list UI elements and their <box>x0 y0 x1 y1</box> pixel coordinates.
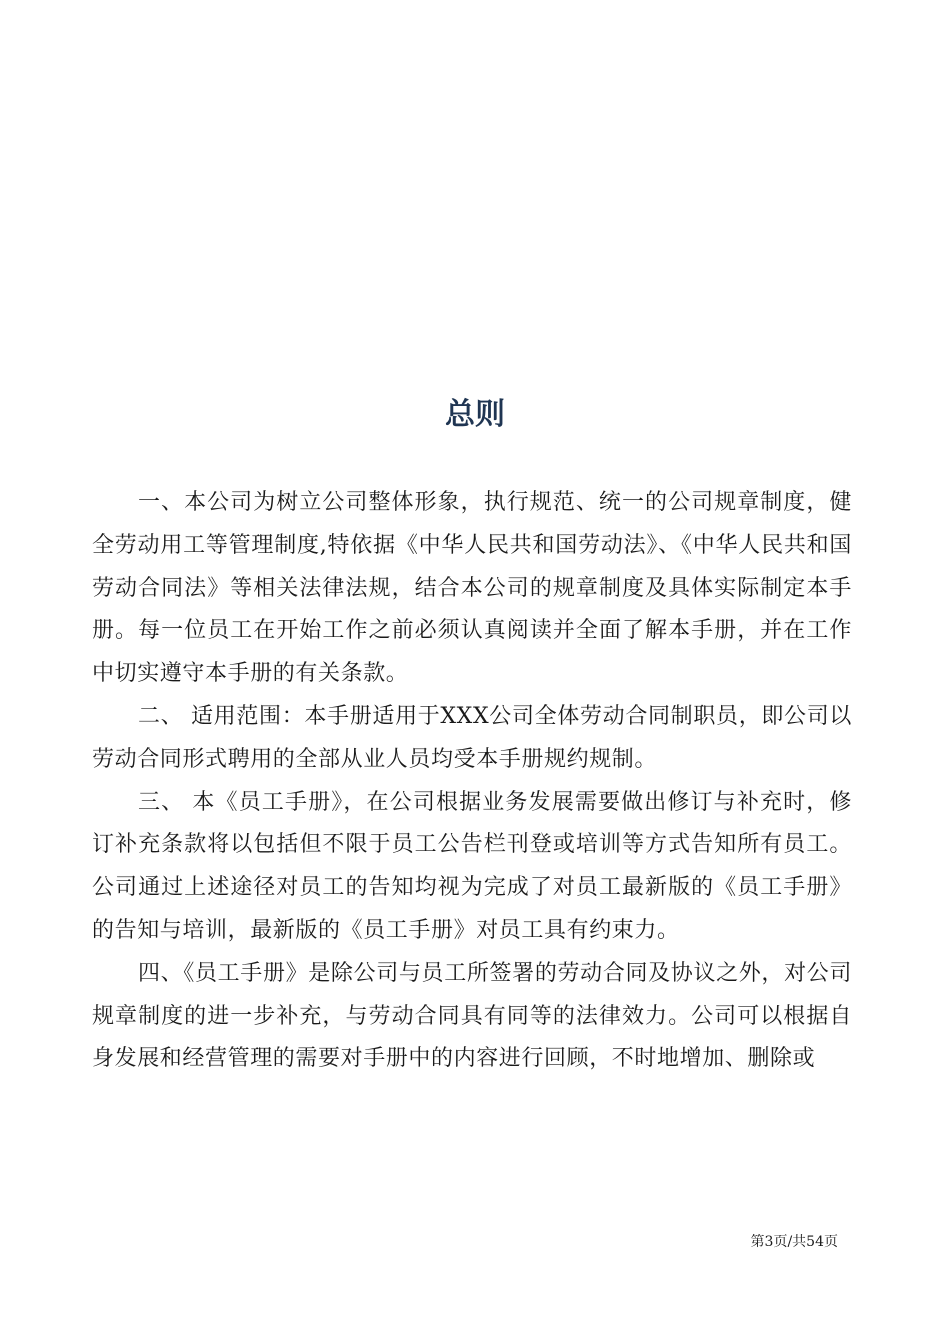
paragraph-2: 二、 适用范围：本手册适用于XXX公司全体劳动合同制职员，即公司以劳动合同形式聘用的全部从业人员均受本手册规约规制。 <box>92 703 852 772</box>
paragraph-3: 三、 本《员工手册》，在公司根据业务发展需要做出修订与补充时，修订补充条款将以包括但不限于员工公告栏刊登或培训等方式告知所有员工。公司通过上述途径对员工的告知均视为完成了对员工最新版的《员工手册》的告知与培训，最新版的《员工手册》对员工具有约束力。 <box>92 789 852 943</box>
document-body <box>92 482 852 1081</box>
paragraph-1: 一、本公司为树立公司整体形象，执行规范、统一的公司规章制度，健全劳动用工等管理制度,特依据《中华人民共和国劳动法》、《中华人民共和国劳动合同法》等相关法律法规，结合本公司的规章制度及具体实际制定本手册。每一位员工在开始工作之前必须认真阅读并全面了解本手册，并在工作中切实遵守本手册的有关条款。 <box>92 490 852 687</box>
page-number-footer: 第3页/共54页 <box>750 1234 838 1250</box>
paragraph-4: 四、《员工手册》是除公司与员工所签署的劳动合同及协议之外，对公司规章制度的进一步补充，与劳动合同具有同等的法律效力。公司可以根据自身发展和经营管理的需要对手册中的内容进行回顾，不时地增加、删除或 <box>92 960 852 1072</box>
page-title: 总则 <box>445 397 505 432</box>
